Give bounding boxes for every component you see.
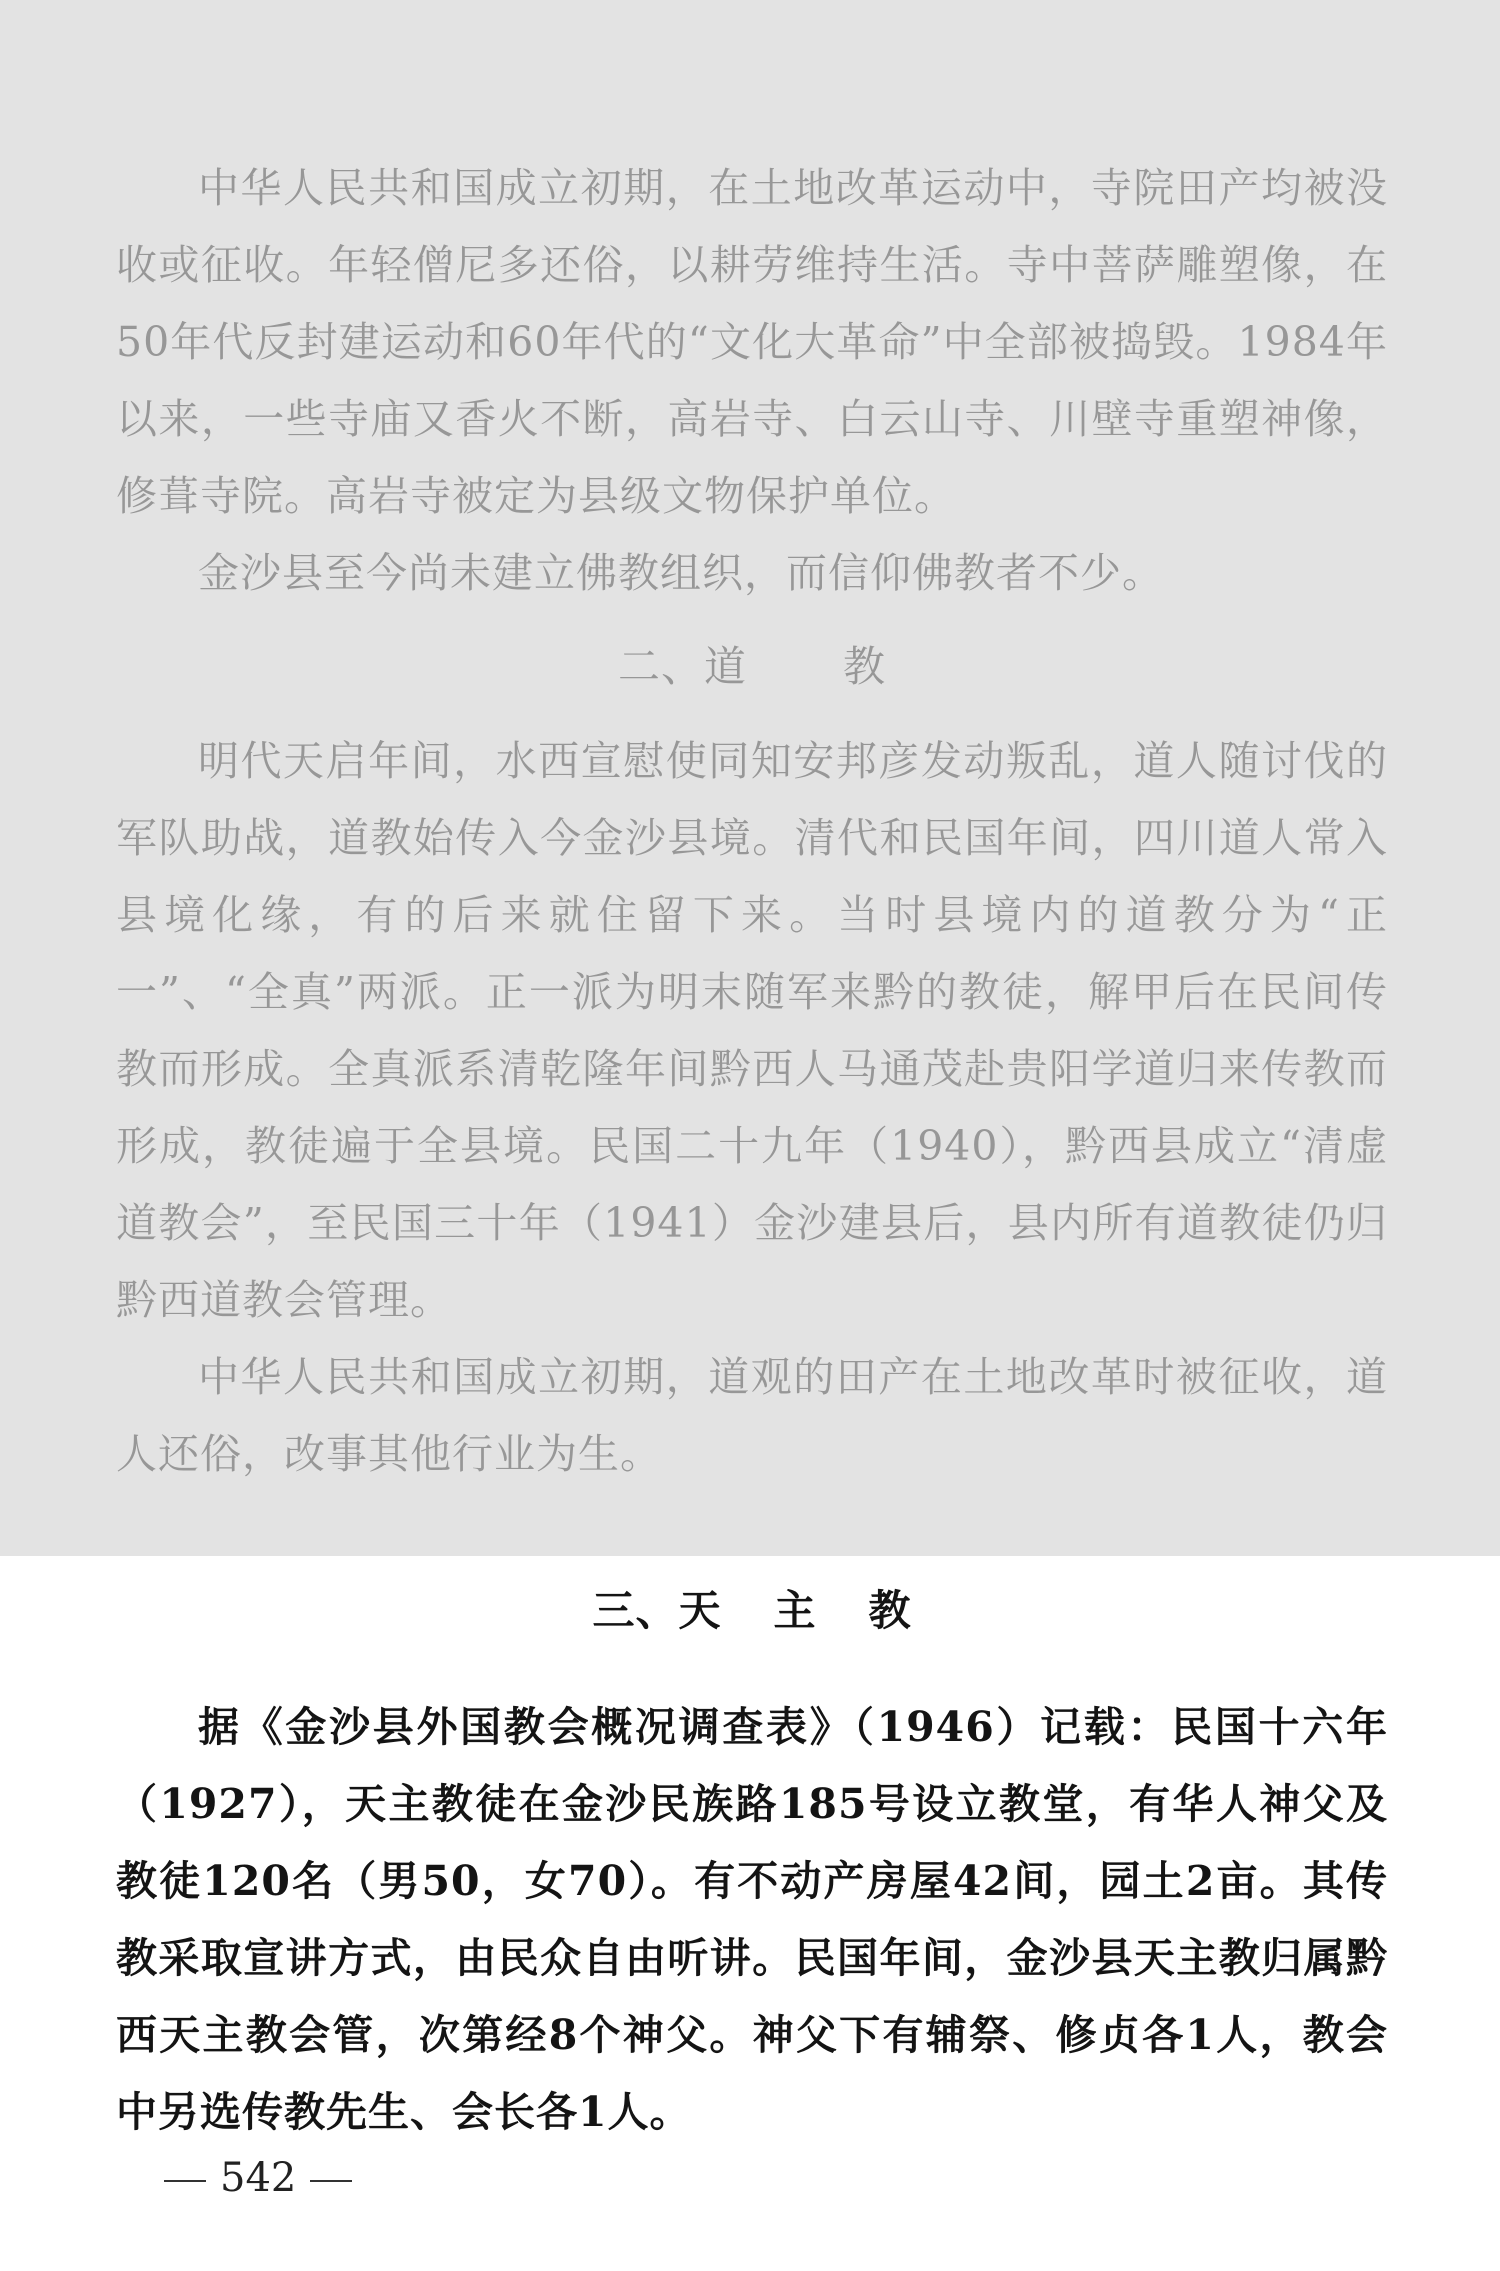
buddhism-paragraph-2: 金沙县至今尚未建立佛教组织，而信仰佛教者不少。 [198,549,1164,597]
taoism-heading-prefix: 二、道 [617,642,747,691]
buddhism-paragraph-1: 中华人民共和国成立初期，在土地改革运动中，寺院田产均被没收或征收。年轻僧尼多还俗，以耕劳维持生活。寺中菩萨雕塑像，在50年代反封建运动和60年代的“文化大革命”中全部被捣毁。1984年以来，一些寺庙又香火不断，高岩寺、白云山寺、川壁寺重塑神像，修葺寺院。高岩寺被定为县级文物保护单位。 [116,164,1388,520]
page-number-left-dash [164,2180,206,2182]
page-number [150,2148,366,2208]
taoism-paragraph-1: 明代天启年间，水西宣慰使同知安邦彦发动叛乱，道人随讨伐的军队助战，道教始传入今金沙县境。清代和民国年间，四川道人常入县境化缘，有的后来就住留下来。当时县境内的道教分为“正一”、“全真”两派。正一派为明末随军来黔的教徒，解甲后在民间传教而形成。全真派系清乾隆年间黔西人马通茂赴贵阳学道归来传教而形成，教徒遍于全县境。民国二十九年（1940），黔西县成立“清虚道教会”，至民国三十年（1941）金沙建县后，县内所有道教徒仍归黔西道教会管理。 [116,737,1388,1324]
taoism-paragraph-2: 中华人民共和国成立初期，道观的田产在土地改革时被征收，道人还俗，改事其他行业为生。 [116,1353,1388,1478]
taoism-heading-suffix: 教 [843,642,887,691]
page-number-right-dash [310,2180,352,2182]
catholicism-heading-part-1: 三、天 [592,1586,722,1635]
catholicism-heading-part-3: 教 [868,1586,912,1635]
catholicism-heading [116,1572,1388,1649]
shaded-content [116,150,1388,1493]
catholicism-section [116,1572,1388,2151]
taoism-heading [116,628,1388,705]
page-number-value: 542 [220,2155,297,2201]
catholicism-heading-part-2: 主 [773,1586,817,1635]
catholicism-paragraph-1: 据《金沙县外国教会概况调查表》（1946）记载：民国十六年（1927），天主教徒在金沙民族路185号设立教堂，有华人神父及教徒120名（男50，女70）。有不动产房屋42间，园土2亩。其传教采取宣讲方式，由民众自由听讲。民国年间，金沙县天主教归属黔西天主教会管，次第经8个神父。神父下有辅祭、修贞各1人，教会中另选传教先生、会长各1人。 [116,1703,1388,2136]
